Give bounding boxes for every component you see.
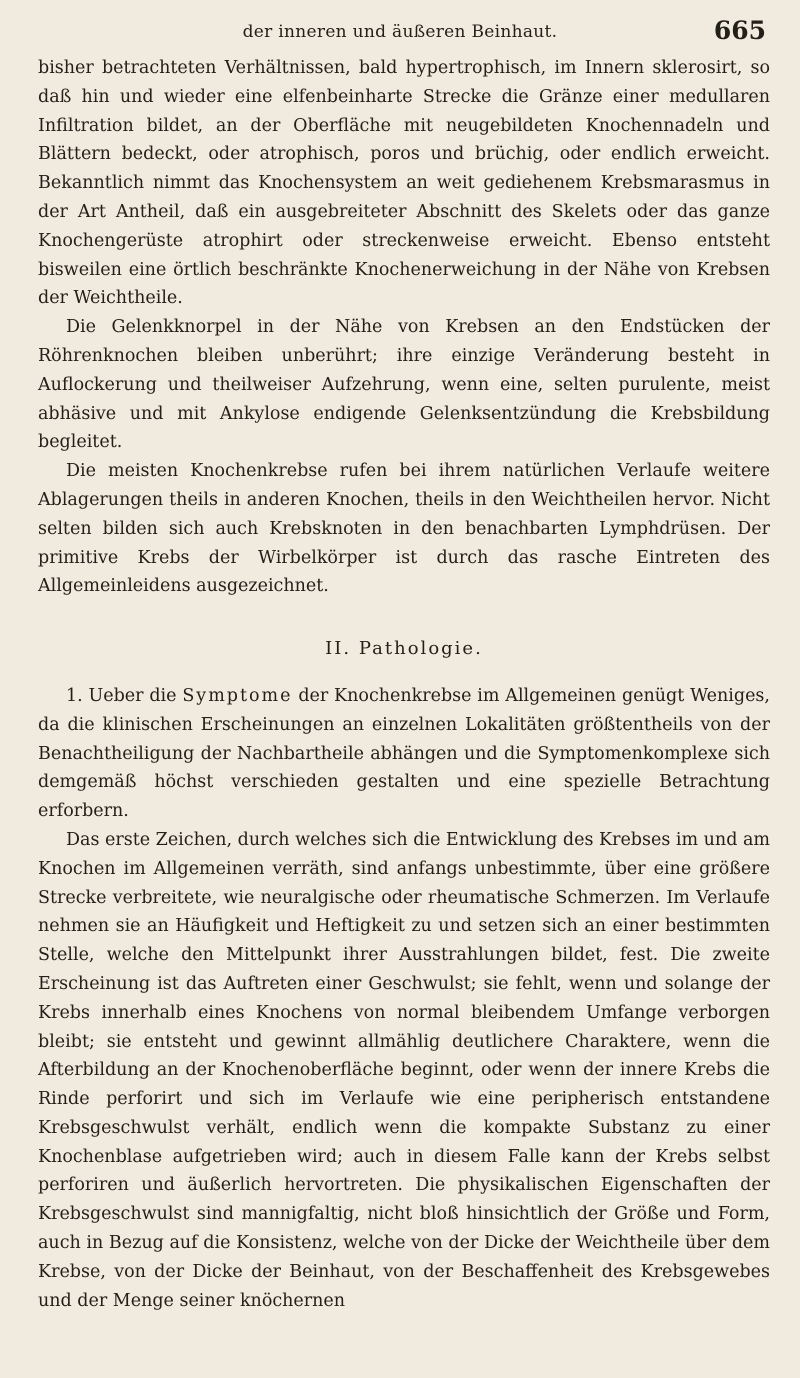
section-title: Pathologie. [358, 638, 483, 660]
symptome-rest: der Knochenkrebse im Allgemeinen genügt Weniges, da die klinischen Erscheinungen an einzelnen Lokalitäten größtentheils von der Benachtheiligung der Nachbartheile abhängen und die Symptomenkomplexe sich demgemäß höchst verschieden gestalten und eine spezielle Betrachtung erforbern. [38, 685, 770, 822]
paragraph-continuation: bisher betrachteten Verhältnissen, bald hypertrophisch, im Innern sklerosirt, so daß hin und wieder eine elfenbeinharte Strecke die Gränze einer medullaren Infiltration bildet, an der Oberfläche mit neugebildeten Knochennadeln und Blättern bedeckt, oder atrophisch, poros und brüchig, oder endlich erweicht. Bekanntlich nimmt das Knochensystem an weit gediehenem Krebsmarasmus in der Art Antheil, daß ein ausgebreiteter Abschnitt des Skelets oder das ganze Knochengerüste atrophirt oder streckenweise erweicht. Ebenso entsteht bisweilen eine örtlich beschränkte Knochenerweichung in der Nähe von Krebsen der Weichtheile. [38, 58, 770, 309]
page-number: 665 [713, 16, 766, 45]
running-title: der inneren und äußeren Beinhaut. [242, 22, 558, 42]
paragraph-gelenkknorpel: Die Gelenkknorpel in der Nähe von Krebsen an den Endstücken der Röhrenknochen bleiben unberührt; ihre einzige Veränderung besteht in Auflockerung und theilweiser Aufzehrung, wenn eine, selten purulente, meist abhäsive und mit Ankylose endigende Gelenksentzündung die Krebsbildung begleitet. [38, 317, 770, 453]
paragraph-ablagerungen: Die meisten Knochenkrebse rufen bei ihrem natürlichen Verlaufe weitere Ablagerungen theils in anderen Knochen, theils in den Weichtheilen hervor. Nicht selten bilden sich auch Krebsknoten in den benachbarten Lymphdrüsen. Der primitive Krebs der Wirbelkörper ist durch das rasche Eintreten des Allgemeinleidens ausgezeichnet. [38, 461, 770, 597]
symptome-lead: 1. Ueber die [66, 685, 177, 706]
running-head [0, 16, 800, 46]
symptome-keyword: Symptome [182, 685, 293, 706]
paragraph-erstes-zeichen: Das erste Zeichen, durch welches sich die Entwicklung des Krebses im und am Knochen im Allgemeinen verräth, sind anfangs unbestimmte, über eine größere Strecke verbreitete, wie neuralgische oder rheumatische Schmerzen. Im Verlaufe nehmen sie an Häufigkeit und Heftigkeit zu und setzen sich an einer bestimmten Stelle, welche den Mittelpunkt ihrer Ausstrahlungen bildet, fest. Die zweite Erscheinung ist das Auftreten einer Geschwulst; sie fehlt, wenn und solange der Krebs innerhalb eines Knochens von normal bleibendem Umfange verborgen bleibt; sie entsteht und gewinnt allmählig deutlichere Charaktere, wenn die Afterbildung an der Knochenoberfläche beginnt, oder wenn der innere Krebs die Rinde perforirt und sich im Verlaufe wie eine peripherisch entstandene Krebsgeschwulst verhält, endlich wenn die kompakte Substanz zu einer Knochenblase aufgetrieben wird; auch in diesem Falle kann der Krebs selbst perforiren und äußerlich hervortreten. Die physikalischen Eigenschaften der Krebsgeschwulst sind mannigfaltig, nicht bloß hinsichtlich der Größe und Form, auch in Bezug auf die Konsistenz, welche von der Dicke der Weichtheile über dem Krebse, von der Dicke der Beinhaut, von der Beschaffenheit des Krebsgewebes und der Menge seiner knöchernen [38, 829, 770, 1311]
paragraph-symptome [38, 682, 770, 826]
section-heading [38, 635, 770, 664]
section-number: II. [325, 638, 352, 660]
body-text [38, 54, 770, 1315]
